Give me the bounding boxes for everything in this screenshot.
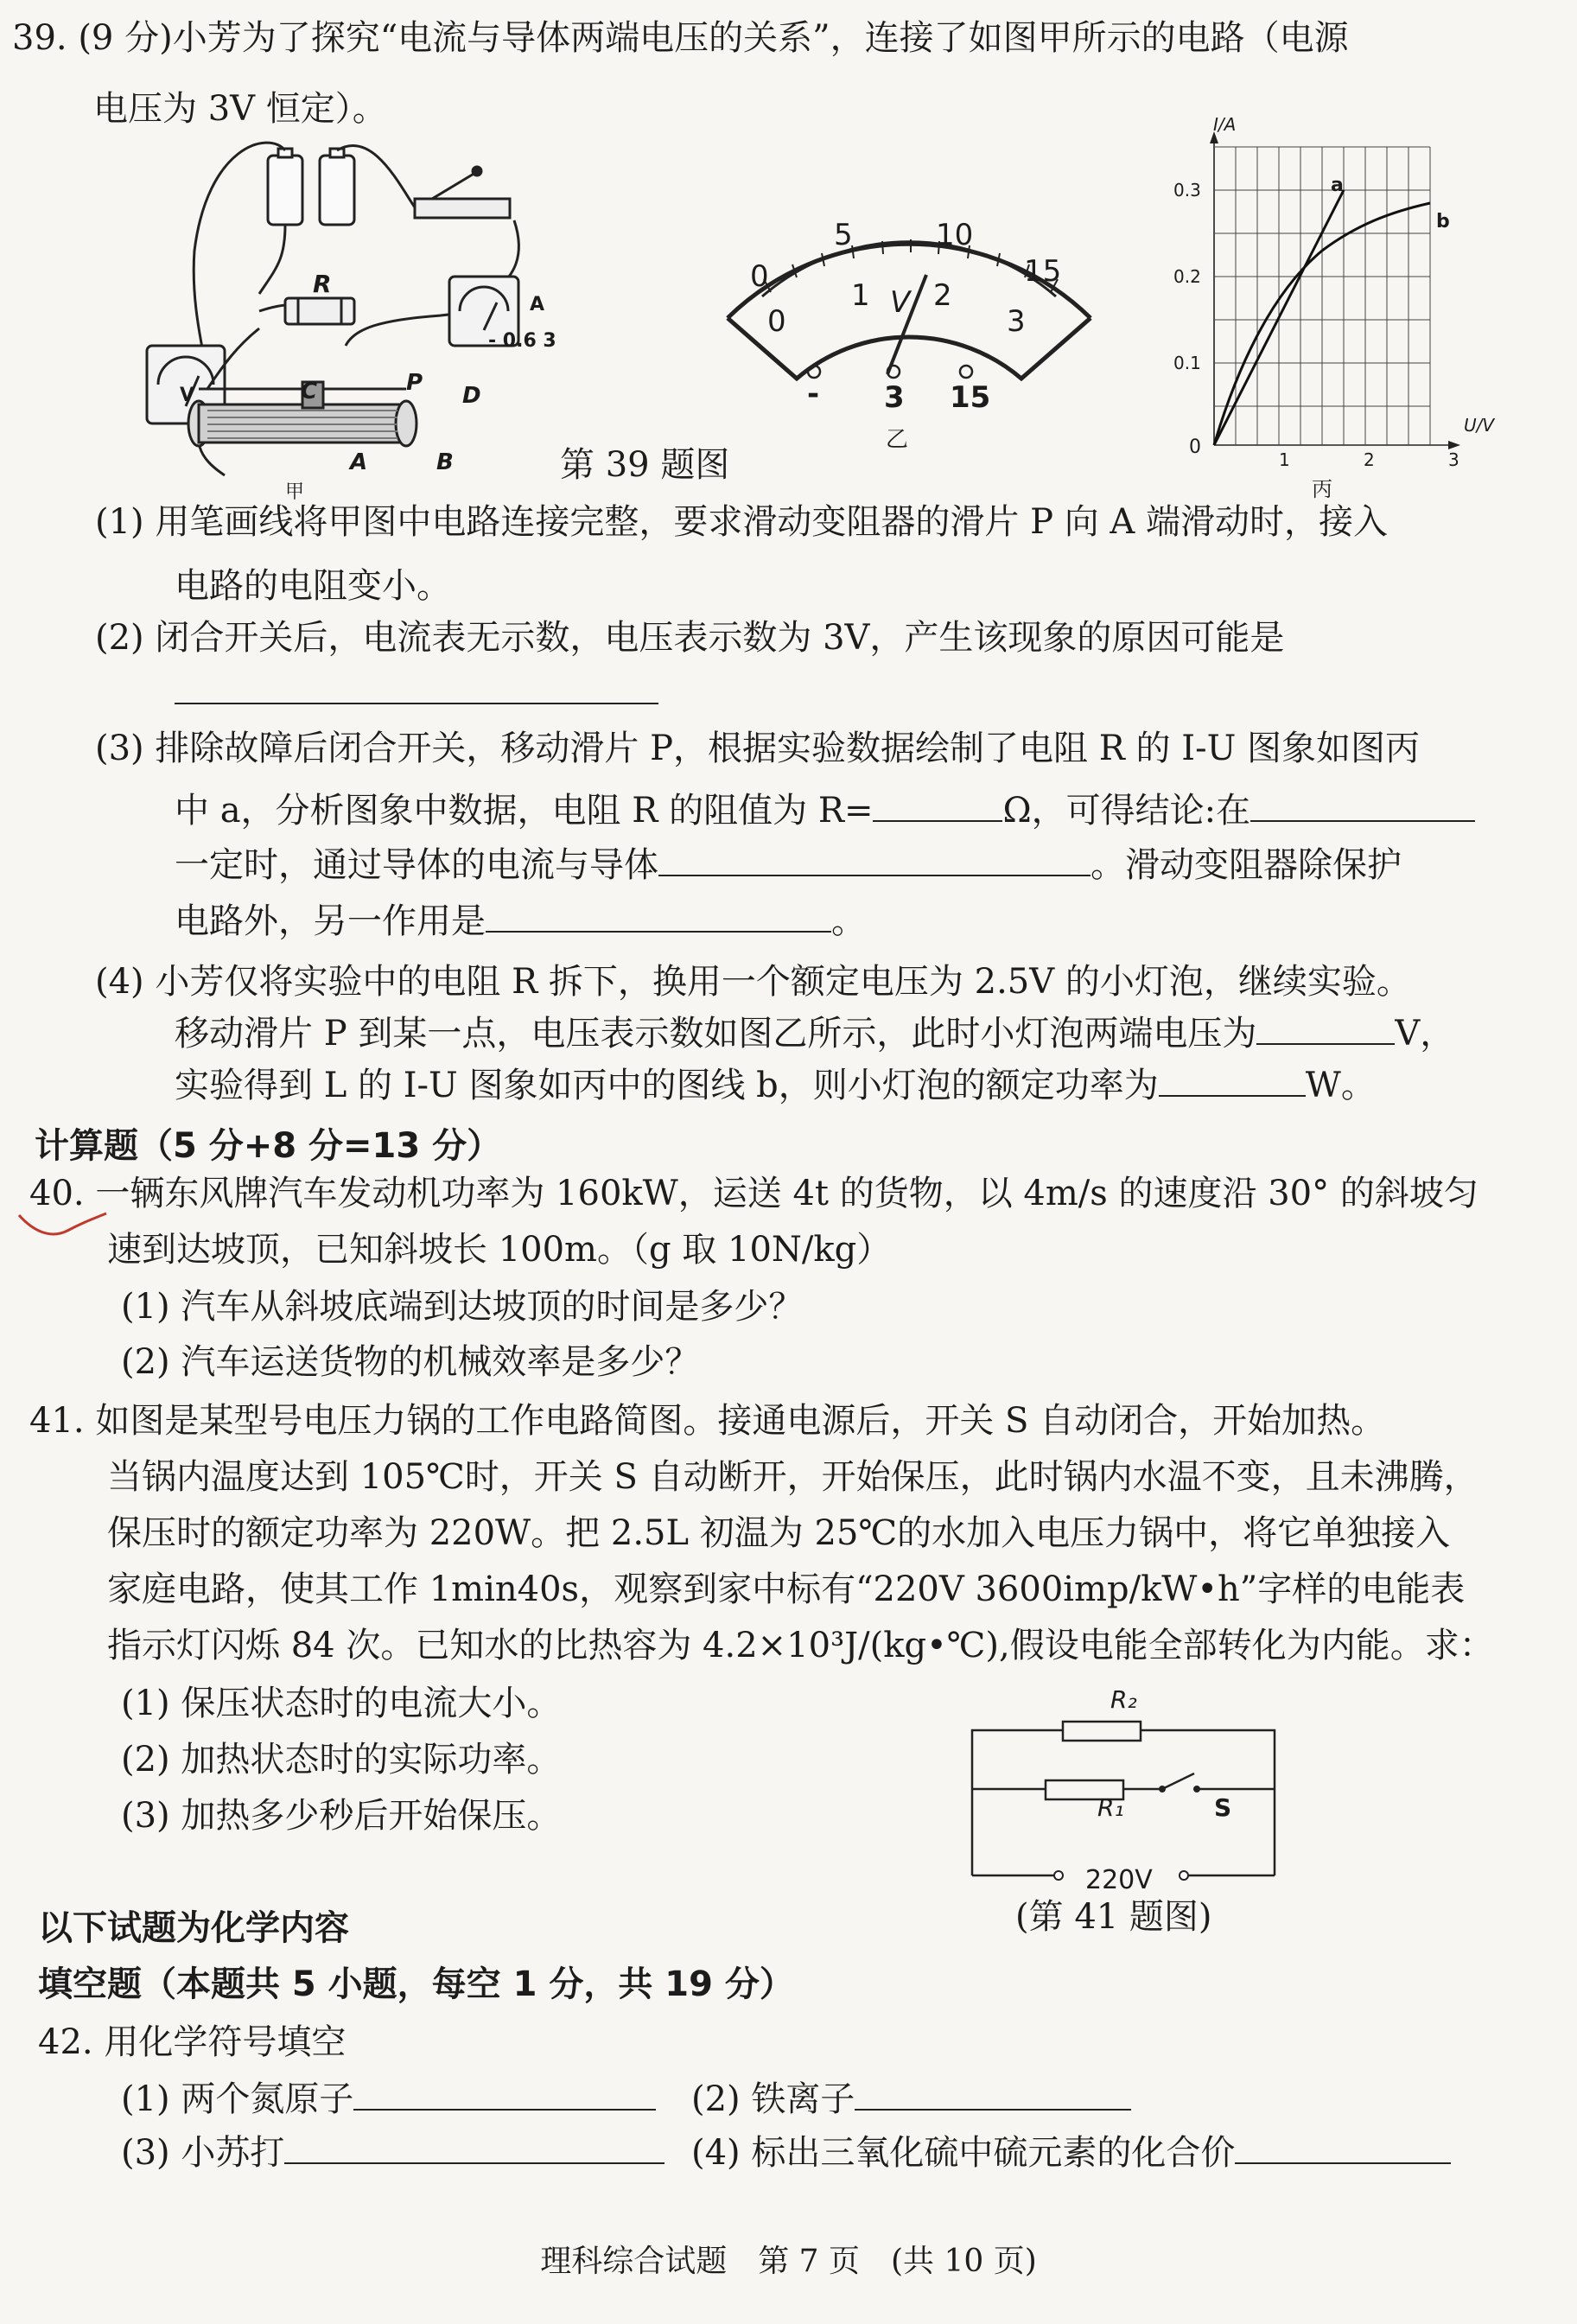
q42-sub3: (3) 小苏打 xyxy=(121,2133,285,2173)
dial-unit: V xyxy=(890,285,911,320)
q39-p3-text-a: 中 a，分析图象中数据，电阻 R 的阻值为 R= xyxy=(175,791,874,831)
q41-figure-caption: (第 41 题图) xyxy=(1015,1897,1212,1937)
graph-y-tick-0.2: 0.2 xyxy=(1173,266,1201,287)
circuit-label-R2: R₂ xyxy=(1110,1685,1137,1714)
q40-line1: 40. 一辆东风牌汽车发动机功率为 160kW，运送 4t 的货物，以 4m/s 的速度沿 30° 的斜坡匀 xyxy=(29,1174,1478,1213)
fig-jia-label-A-scale: - 0.6 3 xyxy=(488,330,556,352)
q39-p4-text-d: W。 xyxy=(1305,1066,1376,1105)
chem-section-title: 以下试题为化学内容 xyxy=(38,1908,349,1948)
q42-sub4-blank[interactable] xyxy=(1235,2131,1451,2164)
q42-sub4-line xyxy=(691,2130,1451,2175)
figure-jia-circuit xyxy=(156,130,527,493)
graph-y-tick-0.3: 0.3 xyxy=(1173,180,1201,201)
q39-p4-blank-power[interactable] xyxy=(1159,1064,1306,1097)
fig-jia-label: 甲 xyxy=(285,481,305,503)
q39-p3-line3 xyxy=(175,843,1402,888)
circuit-label-source: 220V xyxy=(1085,1865,1153,1895)
q39-p3-line4 xyxy=(175,899,866,944)
q39-p3-text-d: 。滑动变阻器除保护 xyxy=(1091,845,1402,885)
q39-p1-line1: (1) 用笔画线将甲图中电路连接完整，要求滑动变阻器的滑片 P 向 A 端滑动时，接入 xyxy=(95,502,1389,542)
graph-origin: 0 xyxy=(1189,436,1201,458)
dial-inner-tick-0: 0 xyxy=(767,304,786,339)
q40-sub2: (2) 汽车运送货物的机械效率是多少？ xyxy=(121,1342,700,1382)
graph-y-tick-0.1: 0.1 xyxy=(1173,353,1201,373)
fig-jia-label-B-end: B xyxy=(436,449,454,475)
q39-p3-text-e: 电路外，另一作用是 xyxy=(175,901,486,941)
fig-jia-label-C: C xyxy=(301,379,318,404)
dial-outer-tick-5: 5 xyxy=(834,218,853,252)
dial-terminal-minus: - xyxy=(807,377,820,411)
graph-x-tick-2: 2 xyxy=(1364,449,1375,470)
fig-jia-label-P: P xyxy=(406,370,423,396)
dial-outer-tick-15: 15 xyxy=(1024,254,1062,289)
q41-sub2: (2) 加热状态时的实际功率。 xyxy=(121,1740,562,1780)
q42-sub1: (1) 两个氮原子 xyxy=(121,2079,354,2119)
q39-p3-text-b: Ω，可得结论:在 xyxy=(1002,791,1251,831)
dial-inner-tick-2: 2 xyxy=(933,278,952,313)
q39-intro-line1: 39. (9 分)小芳为了探究“电流与导体两端电压的关系”，连接了如图甲所示的电路（电源 xyxy=(12,18,1349,58)
dial-outer-tick-10: 10 xyxy=(936,218,974,252)
q39-p4-text-c: 实验得到 L 的 I-U 图象如丙中的图线 b，则小灯泡的额定功率为 xyxy=(175,1066,1159,1105)
dial-inner-tick-1: 1 xyxy=(851,278,870,313)
q39-p4-blank-voltage[interactable] xyxy=(1256,1012,1395,1045)
fig-bing-label: 丙 xyxy=(1312,477,1332,501)
q39-p2-blank[interactable] xyxy=(175,672,658,704)
dial-terminal-3: 3 xyxy=(884,380,905,415)
circuit-label-R1: R₁ xyxy=(1097,1793,1124,1822)
battery-icon xyxy=(268,149,354,225)
calc-section-header: 计算题（5 分+8 分=13 分） xyxy=(35,1126,502,1166)
page-footer: 理科综合试题 第 7 页 (共 10 页) xyxy=(540,2244,1037,2279)
dial-inner-tick-3: 3 xyxy=(1007,304,1026,339)
bleed-through xyxy=(994,121,1097,170)
q39-p4-text-a: 移动滑片 P 到某一点，电压表示数如图乙所示，此时小灯泡两端电压为 xyxy=(175,1014,1257,1054)
q39-p4-line3 xyxy=(175,1063,1376,1108)
q39-p2-line1: (2) 闭合开关后，电流表无示数，电压表示数为 3V，产生该现象的原因可能是 xyxy=(95,618,1285,658)
q42-sub3-blank[interactable] xyxy=(284,2131,665,2164)
q42-sub2-line xyxy=(691,2077,1131,2122)
q41-line4: 家庭电路，使其工作 1min40s，观察到家中标有“220V 3600imp/kW•h”字样的电能表 xyxy=(107,1569,1466,1609)
q39-p1-line2: 电路的电阻变小。 xyxy=(175,566,451,606)
q39-p3-blank-relation[interactable] xyxy=(658,844,1091,876)
resistor-icon xyxy=(285,298,354,324)
q41-line3: 保压时的额定功率为 220W。把 2.5L 初温为 25℃的水加入电压力锅中，将它单独接入 xyxy=(107,1513,1451,1553)
graph-y-axis-label: I/A xyxy=(1213,114,1237,135)
graph-curve-a-label: a xyxy=(1331,175,1344,196)
dial-outer-tick-0: 0 xyxy=(750,259,769,294)
q39-p3-text-f: 。 xyxy=(831,901,866,941)
q42-sub2-blank[interactable] xyxy=(855,2078,1131,2111)
q42-sub1-line xyxy=(121,2077,656,2122)
fig-jia-label-A-end: A xyxy=(350,449,368,475)
q41-sub1: (1) 保压状态时的电流大小。 xyxy=(121,1684,562,1723)
q39-p3-blank-R[interactable] xyxy=(873,789,1002,822)
q39-figure-caption: 第 39 题图 xyxy=(560,445,730,485)
fig-jia-label-R: R xyxy=(313,270,332,298)
q40-line2: 速到达坡顶，已知斜坡长 100m。（g 取 10N/kg） xyxy=(107,1230,892,1270)
circuit-label-S: S xyxy=(1214,1793,1232,1822)
q39-p3-text-c: 一定时，通过导体的电流与导体 xyxy=(175,845,658,885)
q39-p2-answer-line xyxy=(175,671,658,716)
dial-terminals xyxy=(804,363,976,380)
q40-sub1: (1) 汽车从斜坡底端到达坡顶的时间是多少？ xyxy=(121,1287,804,1327)
q39-p4-line1: (4) 小芳仅将实验中的电阻 R 拆下，换用一个额定电压为 2.5V 的小灯泡，继续实验。 xyxy=(95,962,1411,1002)
fig-jia-label-V: V xyxy=(180,385,195,406)
q39-p3-blank-condition[interactable] xyxy=(1250,789,1475,822)
graph-x-tick-3: 3 xyxy=(1448,449,1459,470)
q42-title: 42. 用化学符号填空 xyxy=(38,2022,347,2062)
dial-terminal-15: 15 xyxy=(950,380,991,415)
q41-line2: 当锅内温度达到 105℃时，开关 S 自动断开，开始保压，此时锅内水温不变，且未沸腾， xyxy=(107,1457,1478,1497)
graph-curve-b-label: b xyxy=(1436,211,1450,232)
chem-fill-header: 填空题（本题共 5 小题，每空 1 分，共 19 分） xyxy=(38,1964,794,2004)
figure-bing-graph xyxy=(1192,112,1478,458)
q39-p3-blank-role[interactable] xyxy=(486,900,831,933)
q42-sub1-blank[interactable] xyxy=(353,2078,656,2111)
graph-x-tick-1: 1 xyxy=(1279,449,1290,470)
q39-intro-line2: 电压为 3V 恒定）。 xyxy=(93,89,387,129)
q41-line1: 41. 如图是某型号电压力锅的工作电路简图。接通电源后，开关 S 自动闭合，开始加热。 xyxy=(29,1401,1386,1441)
q39-p4-text-b: V， xyxy=(1395,1014,1455,1054)
q42-sub2: (2) 铁离子 xyxy=(691,2079,855,2119)
q39-p3-line2 xyxy=(175,788,1475,833)
fig-jia-label-A-meter: A xyxy=(530,294,545,315)
q39-p4-line2 xyxy=(175,1011,1454,1056)
q42-sub4: (4) 标出三氧化硫中硫元素的化合价 xyxy=(691,2133,1236,2173)
q41-line5: 指示灯闪烁 84 次。已知水的比热容为 4.2×10³J/(kg•℃),假设电能全部转化为内能。求： xyxy=(107,1626,1494,1665)
q39-p3-line1: (3) 排除故障后闭合开关，移动滑片 P，根据实验数据绘制了电阻 R 的 I-U 图象如图丙 xyxy=(95,729,1421,768)
fig-jia-label-D: D xyxy=(462,383,481,409)
fig-yi-label: 乙 xyxy=(886,427,909,453)
graph-x-axis-label: U/V xyxy=(1464,415,1495,436)
q42-sub3-line xyxy=(121,2130,665,2175)
q41-sub3: (3) 加热多少秒后开始保压。 xyxy=(121,1796,562,1836)
switch-icon xyxy=(415,167,510,218)
